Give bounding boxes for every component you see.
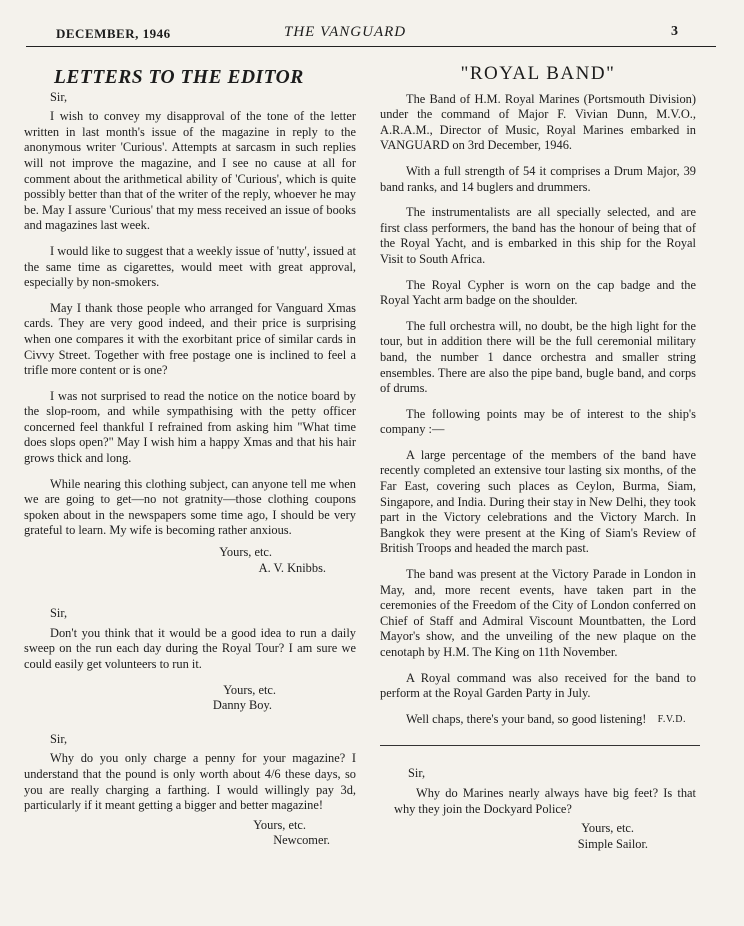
letter-danny-boy bbox=[24, 606, 356, 714]
paragraph: I was not surprised to read the notice on the notice board by the slop-room, and while sympathising with the petty officer concerned feel thankful I refrained from asking him "What time does slops open?" May I wish him a happy Xmas and that his hair grows thick and long. bbox=[24, 388, 356, 466]
sign-off: Yours, etc. bbox=[219, 545, 272, 560]
page-number: 3 bbox=[671, 24, 678, 39]
letter-newcomer bbox=[24, 732, 356, 849]
paragraph: Well chaps, there's your band, so good listening! bbox=[406, 711, 647, 726]
paragraph: Why do Marines nearly always have big feet? Is that why they join the Dockyard Police? bbox=[394, 785, 696, 816]
signature-name: Simple Sailor. bbox=[577, 836, 648, 851]
paragraph: The band was present at the Victory Parade in London in May, and, more recent events, have taken part in the ceremonies of the Freedom of the City of London conferred on Chief of Staff and Admiral Viscount Mountbatten, the Lord Mayor's show, and the unveiling of the new plaque on the cenotaph by H.M. The King on 11th November. bbox=[380, 567, 696, 659]
letters-heading: LETTERS TO THE EDITOR bbox=[54, 67, 304, 88]
section-divider bbox=[380, 745, 700, 746]
sign-off: Yours, etc. bbox=[581, 821, 634, 836]
closing-paragraph bbox=[380, 712, 696, 728]
paragraph: While nearing this clothing subject, can anyone tell me when we are going to get—no not gratnity—those clothing coupons spoken about in the newspapers some time ago, I should be very grateful to learn. My wife is becoming rather anxious. bbox=[24, 476, 356, 538]
paragraph: A large percentage of the members of the band have recently completed an extensive tour lasting six months, of the Far East, covering such places as Ceylon, Burma, Siam, Singapore, and India. During their stay in New Delhi, they took part in the Victory celebrations and the Victory March. In Bangkok they were present at the King of Siam's Review of British Troops and headed the march past. bbox=[380, 447, 696, 556]
royal-band-column bbox=[380, 60, 696, 852]
signature-name: A. V. Knibbs. bbox=[258, 560, 326, 575]
paragraph: Don't you think that it would be a good idea to run a daily sweep on the run each day during the Royal Tour? I am sure we could easily get volunteers to run it. bbox=[24, 625, 356, 671]
paragraph: A Royal command was also received for the band to perform at the Royal Garden Party in July. bbox=[380, 670, 696, 701]
author-initials: F.V.D. bbox=[657, 713, 686, 725]
paragraph: I wish to convey my disapproval of the tone of the letter written in last month's issue of the magazine in reply to the anonymous writer 'Curious'. Attempts at sarcasm in such replies will not improve the magazine, and I see no cause at all for comment about the arithmetical ability of 'Curious', which is quite possibly better than that of the writer of the reply, whoever he may be. May I assure 'Curious' that my mess received an issue of books and magazines last week. bbox=[24, 109, 356, 233]
letter-knibbs bbox=[24, 90, 356, 577]
paragraph: The full orchestra will, no doubt, be the high light for the tour, but in addition there will be the full ceremonial military band, the number 1 dance orchestra and smaller string ensembles. There are also the pipe band, bugle band, and corps of drums. bbox=[380, 318, 696, 396]
salutation: Sir, bbox=[50, 731, 68, 746]
sign-off: Yours, etc. bbox=[253, 817, 306, 832]
salutation: Sir, bbox=[408, 766, 426, 781]
letters-column bbox=[24, 60, 356, 849]
paragraph: Why do you only charge a penny for your magazine? I understand that the pound is only worth about 4/6 these days, so you are really charging a farthing. I would willingly pay 3d, particularly if it meant getting a bigger and better magazine! bbox=[24, 751, 356, 813]
signature-name: Newcomer. bbox=[273, 833, 330, 848]
salutation: Sir, bbox=[50, 89, 68, 104]
royal-band-heading: "ROYAL BAND" bbox=[460, 63, 616, 84]
signature-name: Danny Boy. bbox=[212, 698, 272, 713]
paragraph: The Royal Cypher is worn on the cap badge and the Royal Yacht arm badge on the shoulder. bbox=[380, 277, 696, 308]
issue-date: DECEMBER, 1946 bbox=[56, 26, 171, 41]
publication-title: THE VANGUARD bbox=[284, 24, 407, 40]
paragraph: I would like to suggest that a weekly issue of 'nutty', issued at the same time as cigarettes, would meet with great approval, especially by non-smokers. bbox=[24, 243, 356, 290]
page-header bbox=[26, 22, 716, 47]
sign-off: Yours, etc. bbox=[223, 682, 276, 697]
paragraph: The instrumentalists are all specially selected, and are first class performers, the band has the honour of being that of the Royal Yacht, and is embarked in this ship for the Royal Visit to South Africa. bbox=[380, 205, 696, 266]
salutation: Sir, bbox=[50, 606, 68, 621]
paragraph: With a full strength of 54 it comprises a Drum Major, 39 band ranks, and 14 buglers and drummers. bbox=[380, 163, 696, 194]
letter-simple-sailor bbox=[380, 766, 696, 852]
paragraph: The Band of H.M. Royal Marines (Portsmouth Division) under the command of Major F. Vivian Dunn, M.V.O., A.R.A.M., Director of Music, Royal Marines embarked in VANGUARD on 3rd December, 1946. bbox=[380, 91, 696, 153]
paragraph: May I thank those people who arranged for Vanguard Xmas cards. They are very good indeed, and their price is surprising when one compares it with the exorbitant price of similar cards in Civvy Street. Together with free postage one is inclined to feel a trifle more content or is one? bbox=[24, 300, 356, 378]
paragraph: The following points may be of interest to the ship's company :— bbox=[380, 406, 696, 437]
